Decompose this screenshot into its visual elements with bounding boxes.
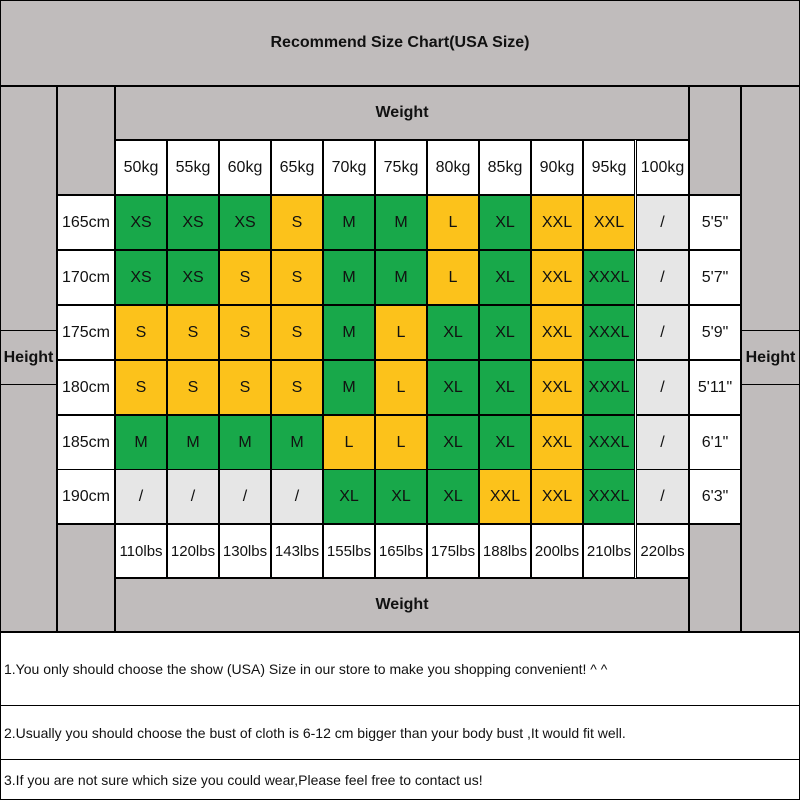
- weight-lbs-label: 188lbs: [479, 524, 531, 578]
- size-cell: /: [219, 469, 271, 524]
- height-cm-label: 180cm: [57, 360, 115, 415]
- size-cell: /: [636, 305, 689, 360]
- size-cell: L: [323, 415, 375, 470]
- size-cell: M: [323, 195, 375, 250]
- size-cell: /: [636, 360, 689, 415]
- height-label-left: Height: [0, 330, 57, 385]
- size-cell: S: [115, 305, 167, 360]
- size-cell: /: [636, 250, 689, 305]
- size-cell: XL: [479, 305, 531, 360]
- size-cell: M: [115, 415, 167, 470]
- size-cell: /: [167, 469, 219, 524]
- size-cell: XL: [375, 469, 427, 524]
- size-cell: XXXL: [583, 250, 635, 305]
- size-cell: XXL: [583, 195, 635, 250]
- size-cell: XXL: [479, 469, 531, 524]
- note-line: 3.If you are not sure which size you could wear,Please feel free to contact us!: [0, 760, 800, 800]
- size-cell: /: [636, 469, 689, 524]
- size-cell: L: [427, 195, 479, 250]
- height-cm-label: 190cm: [57, 469, 115, 524]
- size-cell: S: [271, 195, 323, 250]
- size-cell: XL: [427, 360, 479, 415]
- weight-header-top: Weight: [115, 86, 689, 140]
- weight-kg-header: 90kg: [531, 140, 583, 195]
- size-cell: XL: [479, 195, 531, 250]
- size-cell: /: [271, 469, 323, 524]
- size-cell: XXL: [531, 250, 583, 305]
- size-cell: XS: [115, 195, 167, 250]
- size-cell: S: [167, 360, 219, 415]
- size-cell: XXL: [531, 360, 583, 415]
- size-cell: /: [115, 469, 167, 524]
- weight-kg-header: 70kg: [323, 140, 375, 195]
- size-cell: XXL: [531, 305, 583, 360]
- size-cell: XL: [427, 415, 479, 470]
- left-inner-bottom: [57, 524, 115, 632]
- chart-title: Recommend Size Chart(USA Size): [0, 0, 800, 86]
- height-ft-label: 5'7": [689, 250, 741, 305]
- weight-lbs-label: 175lbs: [427, 524, 479, 578]
- size-cell: L: [375, 415, 427, 470]
- height-ft-label: 5'11": [689, 360, 741, 415]
- weight-lbs-label: 110lbs: [115, 524, 167, 578]
- height-ft-label: 6'1": [689, 415, 741, 470]
- weight-lbs-label: 210lbs: [583, 524, 635, 578]
- size-cell: S: [219, 360, 271, 415]
- size-cell: M: [375, 250, 427, 305]
- size-cell: M: [167, 415, 219, 470]
- weight-lbs-label: 200lbs: [531, 524, 583, 578]
- weight-lbs-label: 143lbs: [271, 524, 323, 578]
- size-cell: S: [271, 250, 323, 305]
- weight-kg-header: 75kg: [375, 140, 427, 195]
- size-cell: M: [323, 360, 375, 415]
- size-cell: M: [219, 415, 271, 470]
- size-cell: S: [167, 305, 219, 360]
- height-cm-label: 185cm: [57, 415, 115, 470]
- weight-kg-header: 85kg: [479, 140, 531, 195]
- weight-lbs-label: 120lbs: [167, 524, 219, 578]
- size-cell: XS: [219, 195, 271, 250]
- size-cell: XS: [167, 195, 219, 250]
- size-cell: XXL: [531, 195, 583, 250]
- size-cell: M: [323, 250, 375, 305]
- size-cell: M: [271, 415, 323, 470]
- note-line: 1.You only should choose the show (USA) Size in our store to make you shopping convenient! ^ ^: [0, 632, 800, 706]
- note-line: 2.Usually you should choose the bust of cloth is 6-12 cm bigger than your body bust ,It would fit well.: [0, 706, 800, 760]
- weight-kg-header: 65kg: [271, 140, 323, 195]
- weight-lbs-label: 165lbs: [375, 524, 427, 578]
- height-cm-label: 175cm: [57, 305, 115, 360]
- height-label-right: Height: [741, 330, 800, 385]
- size-cell: /: [636, 195, 689, 250]
- size-cell: XXXL: [583, 360, 635, 415]
- right-inner-bottom: [689, 524, 741, 632]
- size-cell: L: [375, 305, 427, 360]
- size-cell: XL: [479, 250, 531, 305]
- height-ft-label: 5'9": [689, 305, 741, 360]
- weight-lbs-label: 155lbs: [323, 524, 375, 578]
- size-cell: XL: [479, 360, 531, 415]
- left-inner-top: [57, 86, 115, 195]
- height-ft-label: 5'5": [689, 195, 741, 250]
- size-cell: XXL: [531, 469, 583, 524]
- size-cell: XL: [427, 305, 479, 360]
- size-cell: M: [323, 305, 375, 360]
- right-inner-top: [689, 86, 741, 195]
- size-cell: S: [219, 250, 271, 305]
- weight-kg-header: 80kg: [427, 140, 479, 195]
- height-cm-label: 170cm: [57, 250, 115, 305]
- size-cell: L: [427, 250, 479, 305]
- size-cell: XL: [323, 469, 375, 524]
- weight-kg-header: 60kg: [219, 140, 271, 195]
- size-cell: M: [375, 195, 427, 250]
- size-cell: XL: [427, 469, 479, 524]
- weight-kg-header: 95kg: [583, 140, 635, 195]
- size-cell: /: [636, 415, 689, 470]
- size-cell: S: [219, 305, 271, 360]
- size-cell: XXXL: [583, 415, 635, 470]
- size-cell: XS: [167, 250, 219, 305]
- size-cell: S: [271, 360, 323, 415]
- weight-kg-header: 100kg: [636, 140, 689, 195]
- weight-kg-header: 55kg: [167, 140, 219, 195]
- size-cell: XS: [115, 250, 167, 305]
- weight-kg-header: 50kg: [115, 140, 167, 195]
- size-cell: S: [271, 305, 323, 360]
- height-cm-label: 165cm: [57, 195, 115, 250]
- size-cell: XXL: [531, 415, 583, 470]
- size-cell: XL: [479, 415, 531, 470]
- size-cell: XXXL: [583, 305, 635, 360]
- size-cell: XXXL: [583, 469, 635, 524]
- size-cell: S: [115, 360, 167, 415]
- weight-lbs-label: 220lbs: [636, 524, 689, 578]
- weight-lbs-label: 130lbs: [219, 524, 271, 578]
- weight-header-bottom: Weight: [115, 578, 689, 632]
- size-cell: L: [375, 360, 427, 415]
- height-ft-label: 6'3": [689, 469, 741, 524]
